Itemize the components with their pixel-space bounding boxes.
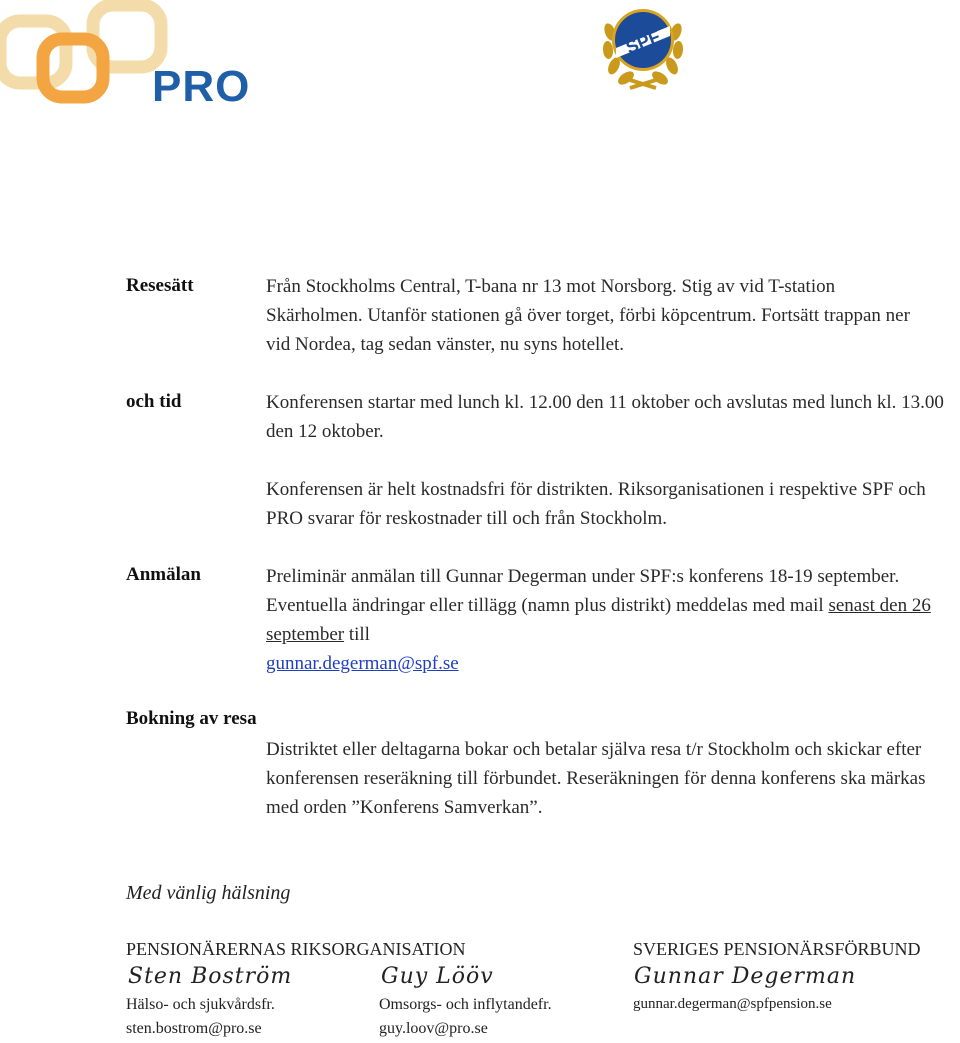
resesatt-label: Resesätt bbox=[126, 275, 194, 296]
greeting: Med vänlig hälsning bbox=[126, 882, 291, 904]
signer-email-guy[interactable]: guy.loov@pro.se bbox=[379, 1020, 488, 1037]
pro-rings-logo-icon bbox=[0, 0, 270, 110]
bokning-label: Bokning av resa bbox=[126, 708, 257, 729]
signature-gunnar-degerman: Gunnar Degerman bbox=[634, 964, 857, 989]
anmalan-body: Preliminär anmälan till Gunnar Degerman under SPF:s konferens 18-19 september. Eventuella ändringar eller tillägg (namn plus distrikt) meddelas med mail bbox=[266, 566, 900, 616]
resesatt-text: Från Stockholms Central, T-bana nr 13 mot Norsborg. Stig av vid T-station Skärholmen. Utanför stationen gå över torget, förbi köpcentrum. Fortsätt trappan ner vid Nordea, tag sedan vänster, nu syns hotellet. bbox=[266, 276, 910, 355]
spf-org-name: SVERIGES PENSIONÄRSFÖRBUND bbox=[633, 939, 921, 959]
tid-label: och tid bbox=[126, 391, 182, 412]
signer-role-guy: Omsorgs- och inflytandefr. bbox=[379, 996, 552, 1013]
anmalan-label: Anmälan bbox=[126, 564, 201, 585]
anmalan-text bbox=[266, 562, 951, 678]
signer-role-sten: Hälso- och sjukvårdsfr. bbox=[126, 996, 275, 1013]
signature-sten-bostrom: Sten Boström bbox=[128, 964, 293, 989]
pro-logo bbox=[0, 0, 270, 110]
kostnad-text: Konferensen är helt kostnadsfri för distrikten. Riksorganisationen i respektive SPF och PRO svarar för reskostnader till och från Stockholm. bbox=[266, 479, 926, 529]
signer-email-gunnar[interactable]: gunnar.degerman@spfpension.se bbox=[633, 996, 832, 1012]
signer-email-sten[interactable]: sten.bostrom@pro.se bbox=[126, 1020, 262, 1037]
signature-guy-loov: Guy Lööv bbox=[381, 964, 494, 989]
anmalan-till: till bbox=[344, 624, 370, 645]
anmalan-deadline: senast den 26 september bbox=[266, 595, 931, 645]
tid-text: Konferensen startar med lunch kl. 12.00 den 11 oktober och avslutas med lunch kl. 13.00 den 12 oktober. bbox=[266, 392, 944, 442]
bokning-text: Distriktet eller deltagarna bokar och betalar själva resa t/r Stockholm och skickar efter konferensen reseräkning till förbundet. Reseräkningen för denna konferens ska märkas med orden ”Konferens Samverkan”. bbox=[266, 739, 926, 818]
anmalan-email-link[interactable]: gunnar.degerman@spf.se bbox=[266, 653, 459, 674]
spf-logo bbox=[600, 2, 686, 90]
spf-laurel-shield-icon bbox=[600, 2, 686, 90]
pro-org-name: PENSIONÄRERNAS RIKSORGANISATION bbox=[126, 939, 466, 959]
pro-logo-text: PRO bbox=[152, 62, 251, 110]
spf-logo-text: SPF bbox=[623, 26, 663, 58]
